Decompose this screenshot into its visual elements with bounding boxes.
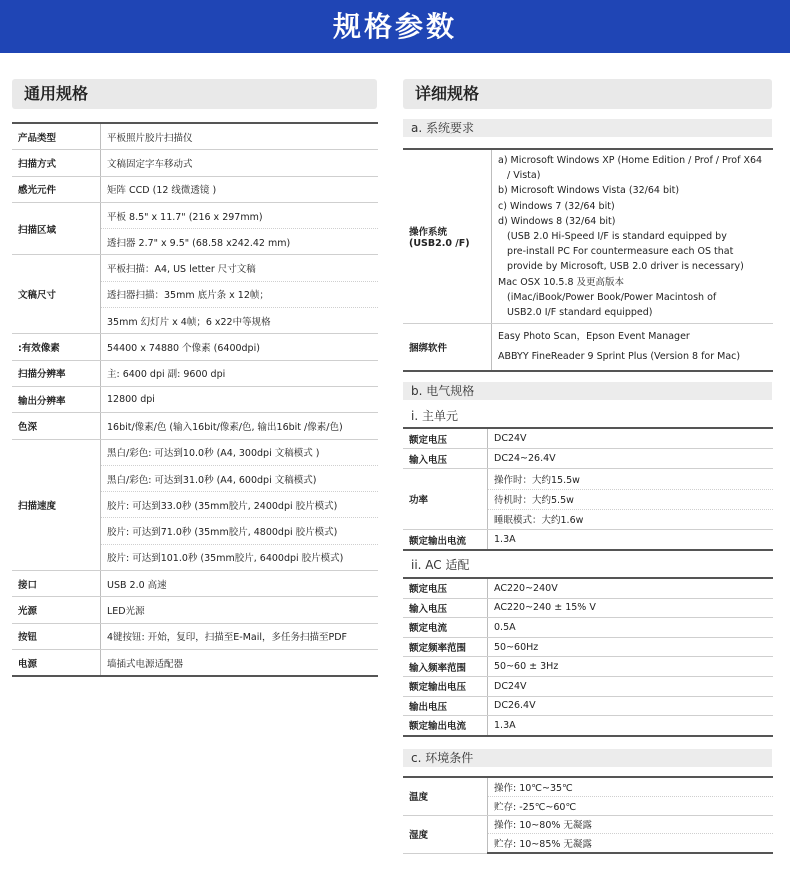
page-banner: 规格参数 [0, 0, 790, 53]
table-row [403, 716, 773, 736]
system-requirements-header: a. 系统要求 [403, 119, 772, 137]
table-row [12, 202, 378, 228]
table-row [403, 529, 773, 550]
general-spec-header: 通用规格 [12, 79, 377, 109]
spec-value: 待机时：大约5.5w [488, 489, 774, 509]
table-row [12, 386, 378, 412]
value-line: USB2.0 I/F standard equipped) [498, 307, 653, 319]
spec-value: DC24V [488, 428, 774, 449]
ac-adapter-title: ii. AC 适配 [411, 558, 470, 572]
spec-value: 墙插式电源适配器 [101, 649, 379, 676]
spec-key: 额定电压 [403, 428, 488, 449]
spec-value: 透扫器 2.7" x 9.5" (68.58 x242.42 mm) [101, 229, 379, 255]
spec-key: 色深 [12, 413, 101, 439]
table-row [12, 150, 378, 176]
table-row [12, 360, 378, 386]
spec-value: 黑白/彩色: 可达到31.0秒 (A4, 600dpi 文稿模式) [101, 465, 379, 491]
table-row [403, 777, 773, 796]
table-row [403, 696, 773, 716]
spec-key: 温度 [403, 777, 488, 815]
spec-key: 文稿尺寸 [12, 255, 101, 334]
spec-key: 额定频率范围 [403, 637, 488, 657]
value-line: provide by Microsoft, USB 2.0 driver is necessary) [498, 261, 744, 273]
spec-value: 睡眠模式：大约1.6w [488, 509, 774, 529]
table-row [403, 598, 773, 618]
spec-value: 平板照片胶片扫描仪 [101, 123, 379, 150]
table-row [403, 469, 773, 489]
electrical-spec-header: b. 电气规格 [403, 382, 772, 400]
spec-key: 感光元件 [12, 176, 101, 202]
table-row [12, 439, 378, 465]
table-row [12, 649, 378, 676]
environment-header: c. 环境条件 [403, 749, 772, 767]
table-row [403, 815, 773, 834]
value-line: d) Windows 8 (32/64 bit) [498, 215, 616, 227]
spec-value: 胶片: 可达到71.0秒 (35mm胶片, 4800dpi 胶片模式) [101, 518, 379, 544]
spec-key: 产品类型 [12, 123, 101, 150]
spec-value: 贮存: 10~85% 无凝露 [488, 834, 774, 853]
value-line: pre-install PC For countermeasure each OS that [498, 246, 734, 258]
spec-value: 16bit/像素/色 (输入16bit/像素/色, 输出16bit /像素/色) [101, 413, 379, 439]
spec-key: 扫描速度 [12, 439, 101, 570]
spec-key: 扫描分辨率 [12, 360, 101, 386]
spec-value: 平板 8.5" x 11.7" (216 x 297mm) [101, 202, 379, 228]
spec-value: 黑白/彩色: 可达到10.0秒 (A4, 300dpi 文稿模式 ) [101, 439, 379, 465]
spec-value: 1.3A [488, 716, 774, 736]
table-row [12, 623, 378, 649]
table-row [12, 255, 378, 281]
spec-key: 额定电压 [403, 578, 488, 598]
table-row [403, 428, 773, 449]
spec-key: 输入频率范围 [403, 657, 488, 677]
spec-key: 输入电压 [403, 598, 488, 618]
environment-table [403, 776, 773, 854]
spec-key: 扫描区域 [12, 202, 101, 255]
spec-value: 54400 x 74880 个像素 (6400dpi) [101, 334, 379, 360]
spec-value: 4键按钮: 开始，复印，扫描至E-Mail，多任务扫描至PDF [101, 623, 379, 649]
os-value [492, 149, 774, 324]
spec-key: 输出分辨率 [12, 386, 101, 412]
spec-value: 透扫器扫描：35mm 底片条 x 12帧； [101, 281, 379, 307]
spec-value: 贮存: -25℃~60℃ [488, 796, 774, 815]
spec-key: 光源 [12, 597, 101, 623]
spec-value: 胶片: 可达到33.0秒 (35mm胶片, 2400dpi 胶片模式) [101, 492, 379, 518]
spec-value: 胶片: 可达到101.0秒 (35mm胶片, 6400dpi 胶片模式) [101, 544, 379, 570]
spec-key: 输入电压 [403, 449, 488, 469]
spec-value: 12800 dpi [101, 386, 379, 412]
table-row [12, 176, 378, 202]
spec-value: 主: 6400 dpi 副: 9600 dpi [101, 360, 379, 386]
main-unit-title: i. 主单元 [411, 409, 458, 423]
spec-key: 功率 [403, 469, 488, 530]
os-key: 操作系统 (USB2.0 /F) [403, 149, 492, 324]
table-row [12, 597, 378, 623]
spec-key: 扫描方式 [12, 150, 101, 176]
table-row [403, 449, 773, 469]
value-line: Mac OSX 10.5.8 及更高版本 [498, 276, 625, 288]
spec-value: AC220~240 ± 15% V [488, 598, 774, 618]
value-line: (USB 2.0 Hi-Speed I/F is standard equipped by [498, 231, 727, 243]
value-line: b) Microsoft Windows Vista (32/64 bit) [498, 185, 680, 197]
spec-key: :有效像素 [12, 334, 101, 360]
table-row [403, 637, 773, 657]
value-line: c) Windows 7 (32/64 bit) [498, 200, 615, 212]
table-row [403, 676, 773, 696]
spec-value: 操作时：大约15.5w [488, 469, 774, 489]
table-row [12, 123, 378, 150]
spec-key: 接口 [12, 571, 101, 597]
spec-key: 按钮 [12, 623, 101, 649]
spec-value: 文稿固定字车移动式 [101, 150, 379, 176]
value-line: (iMac/iBook/Power Book/Power Macintosh of [498, 291, 717, 303]
spec-key: 额定电流 [403, 618, 488, 638]
spec-value: 矩阵 CCD (12 线微透镜 ) [101, 176, 379, 202]
spec-value: DC24~26.4V [488, 449, 774, 469]
spec-key: 湿度 [403, 815, 488, 853]
software-value [492, 324, 774, 372]
spec-value: 1.3A [488, 529, 774, 550]
spec-value: AC220~240V [488, 578, 774, 598]
value-line: a) Microsoft Windows XP (Home Edition / Prof / Prof X64 [498, 155, 763, 166]
spec-value: DC26.4V [488, 696, 774, 716]
value-line: Easy Photo Scan，Epson Event Manager [498, 331, 690, 343]
general-spec-table [12, 122, 378, 677]
ac-adapter-table [403, 577, 773, 737]
spec-value: 操作: 10℃~35℃ [488, 777, 774, 796]
table-row [403, 657, 773, 677]
spec-value: LED光源 [101, 597, 379, 623]
table-row [403, 578, 773, 598]
spec-key: 额定输出电流 [403, 716, 488, 736]
spec-key: 额定输出电流 [403, 529, 488, 550]
spec-value: 操作: 10~80% 无凝露 [488, 815, 774, 834]
spec-value: 50~60Hz [488, 637, 774, 657]
value-line: / Vista) [498, 170, 541, 182]
table-row [12, 413, 378, 439]
spec-value: 0.5A [488, 618, 774, 638]
main-unit-table [403, 427, 773, 551]
spec-key: 额定输出电压 [403, 676, 488, 696]
spec-value: USB 2.0 高速 [101, 571, 379, 597]
table-row [12, 334, 378, 360]
software-key: 捆绑软件 [403, 324, 492, 372]
table-row [12, 571, 378, 597]
table-row [403, 618, 773, 638]
spec-value: DC24V [488, 676, 774, 696]
spec-value: 50~60 ± 3Hz [488, 657, 774, 677]
spec-key: 输出电压 [403, 696, 488, 716]
spec-value: 35mm 幻灯片 x 4帧；6 x22中等规格 [101, 308, 379, 334]
spec-value: 平板扫描：A4, US letter 尺寸文稿 [101, 255, 379, 281]
spec-key: 电源 [12, 649, 101, 676]
system-requirements-table [403, 148, 773, 372]
detail-spec-header: 详细规格 [403, 79, 772, 109]
value-line: ABBYY FineReader 9 Sprint Plus (Version 8 for Mac) [498, 351, 741, 363]
